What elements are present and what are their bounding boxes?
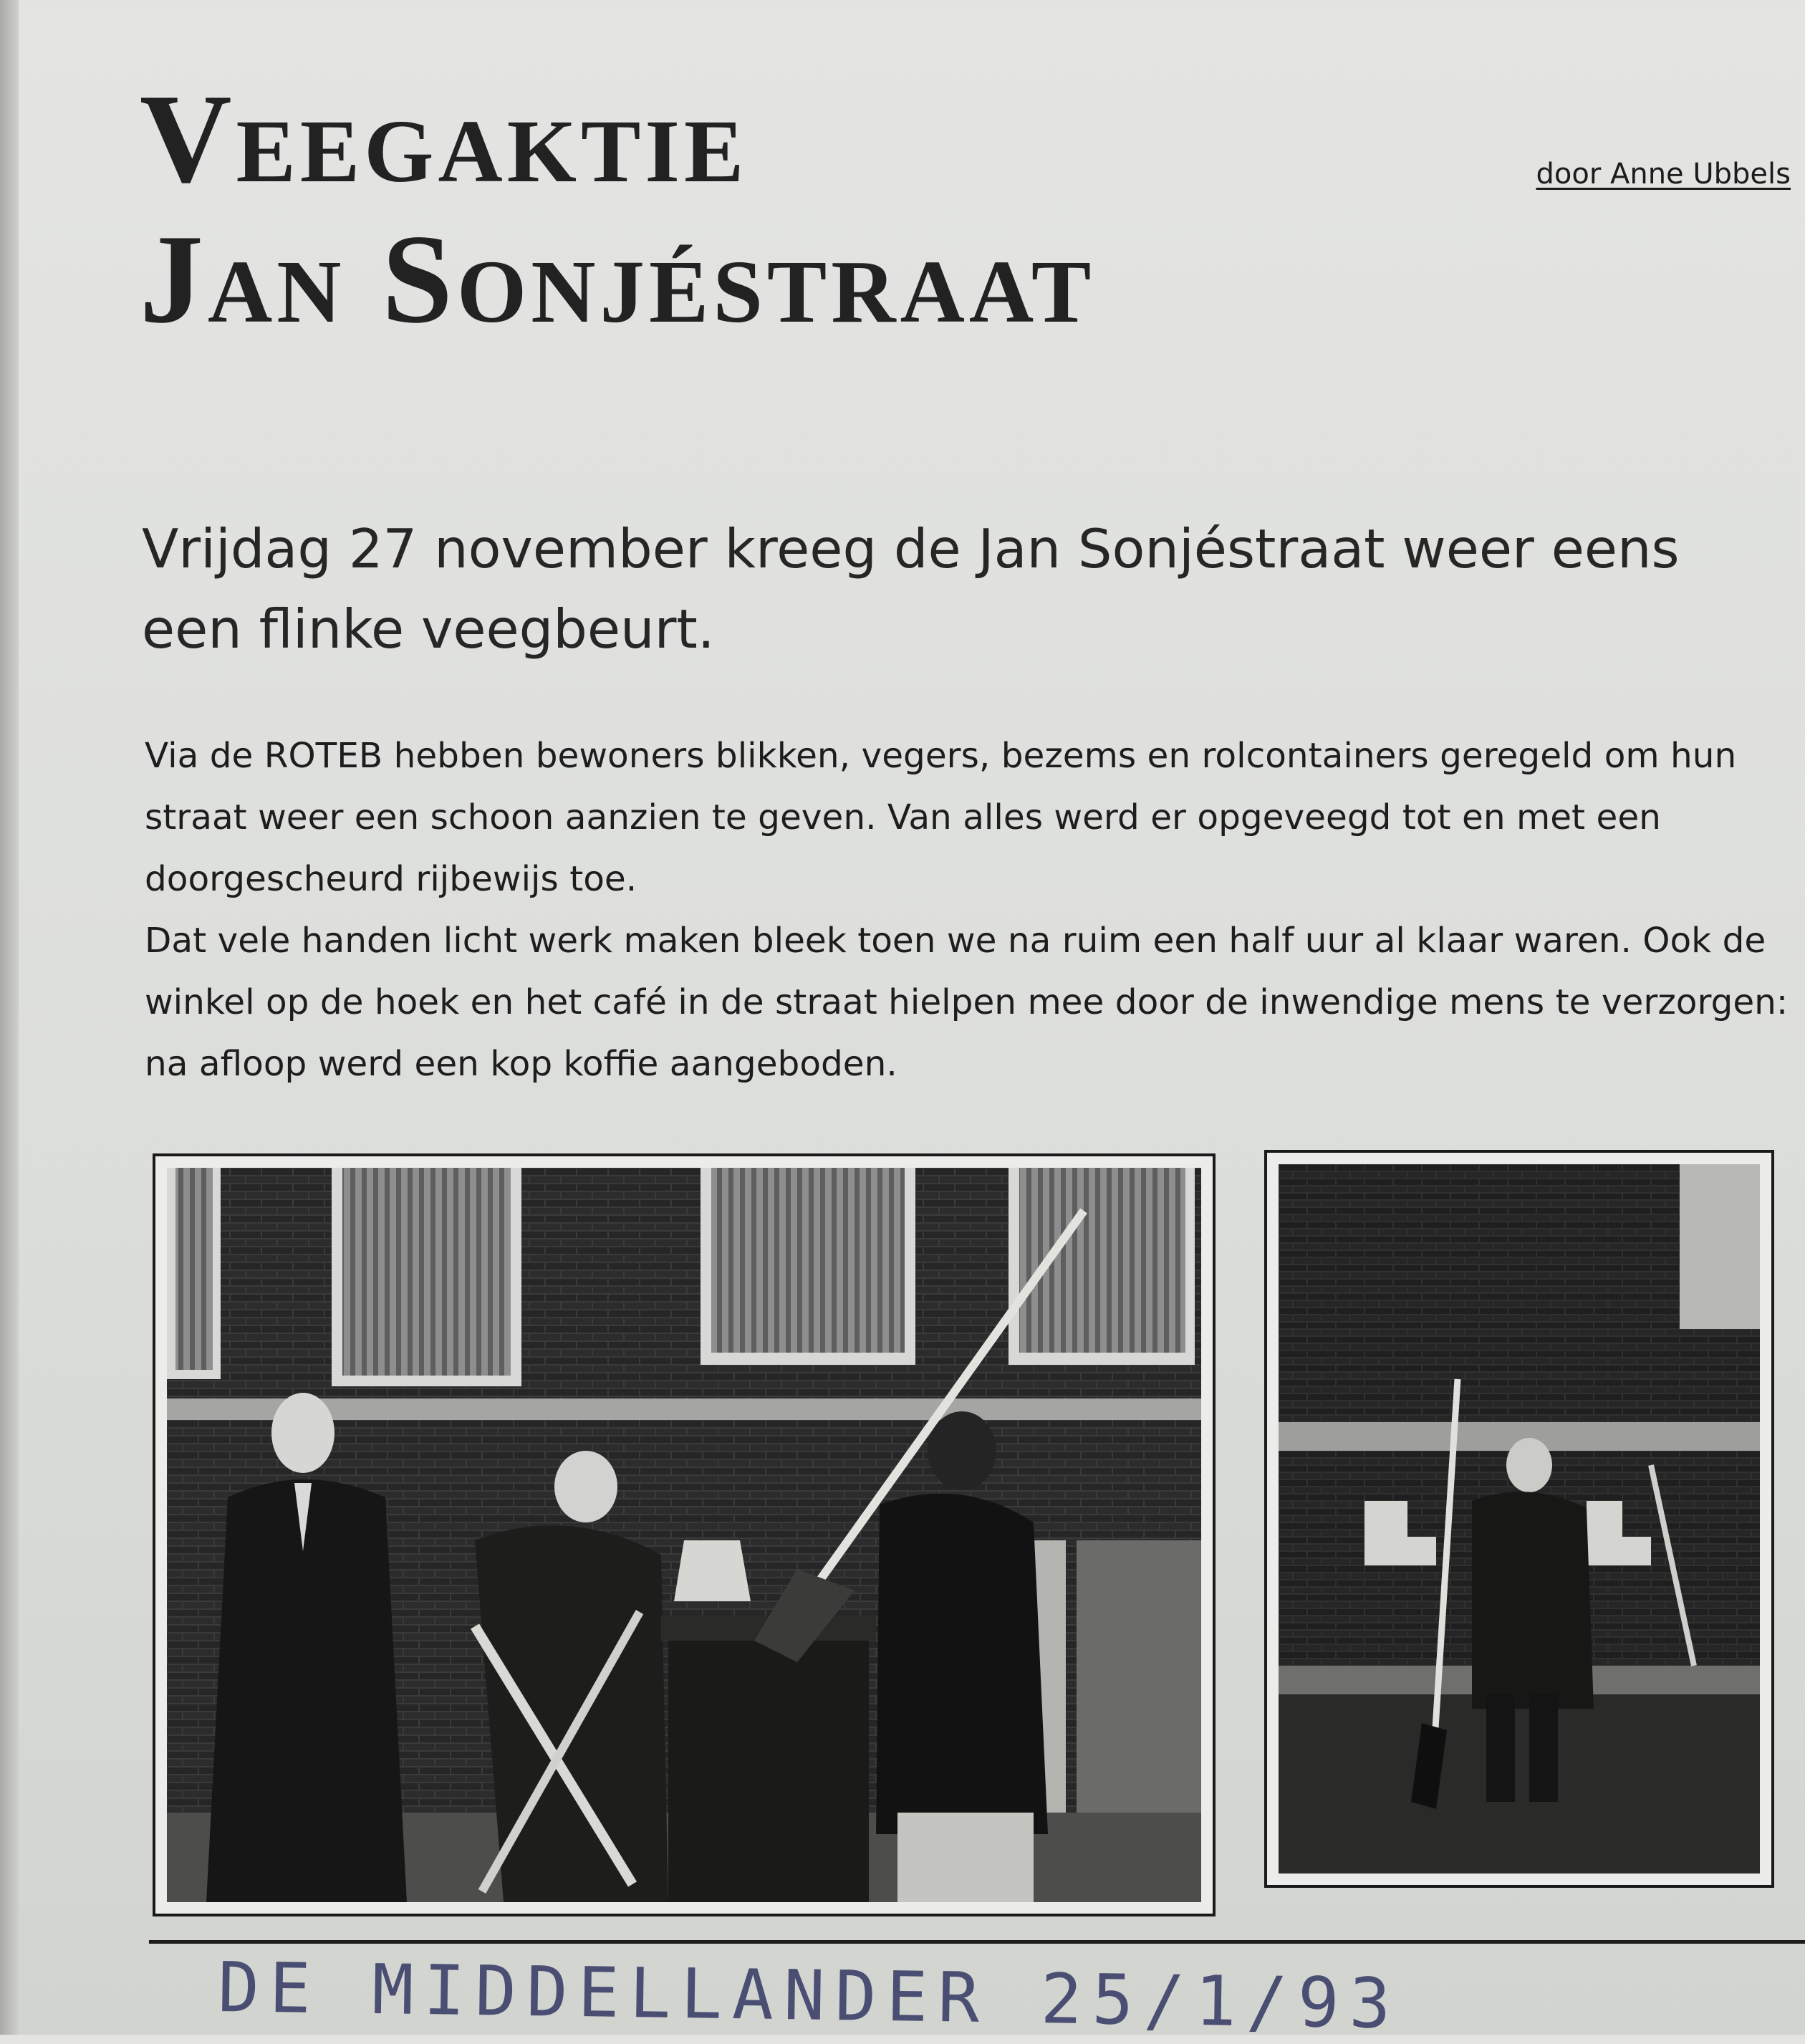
article-body <box>145 725 1792 1095</box>
paragraph-1: Via de ROTEB hebben bewoners blikken, vegers, bezems en rolcontainers geregeld om hun straat weer een schoon aanzien te geven. Van alles werd er opgeveegd tot en met een doorgescheurd rijbewijs toe. <box>145 736 1737 899</box>
handwritten-source-note: DE MIDDELLANDER 25/1/93 <box>217 1947 1402 2044</box>
title-line-1: Veegaktie <box>140 67 749 209</box>
article-lead: Vrijdag 27 november kreeg de Jan Sonjéstraat weer eens een flinke veegbeurt. <box>142 517 1680 661</box>
photo-street-sweepers <box>153 1153 1216 1916</box>
photo-man-with-broom <box>1264 1150 1774 1888</box>
photo-street-sweepers-image <box>167 1168 1201 1902</box>
article-title <box>140 68 1393 349</box>
byline: door Anne Ubbels <box>1536 158 1791 191</box>
title-line-2: Jan Sonjéstraat <box>140 208 1096 350</box>
footer-rule <box>149 1940 1805 1944</box>
photo-man-with-broom-image <box>1279 1164 1760 1873</box>
page-edge-shadow <box>0 0 19 2035</box>
paragraph-2: Dat vele handen licht werk maken bleek toen we na ruim een half uur al klaar waren. Ook de winkel op de hoek en het café in de straat hielpen mee door de inwendige mens te verzorgen: na afloop werd een kop koffie aangeboden. <box>145 921 1789 1084</box>
